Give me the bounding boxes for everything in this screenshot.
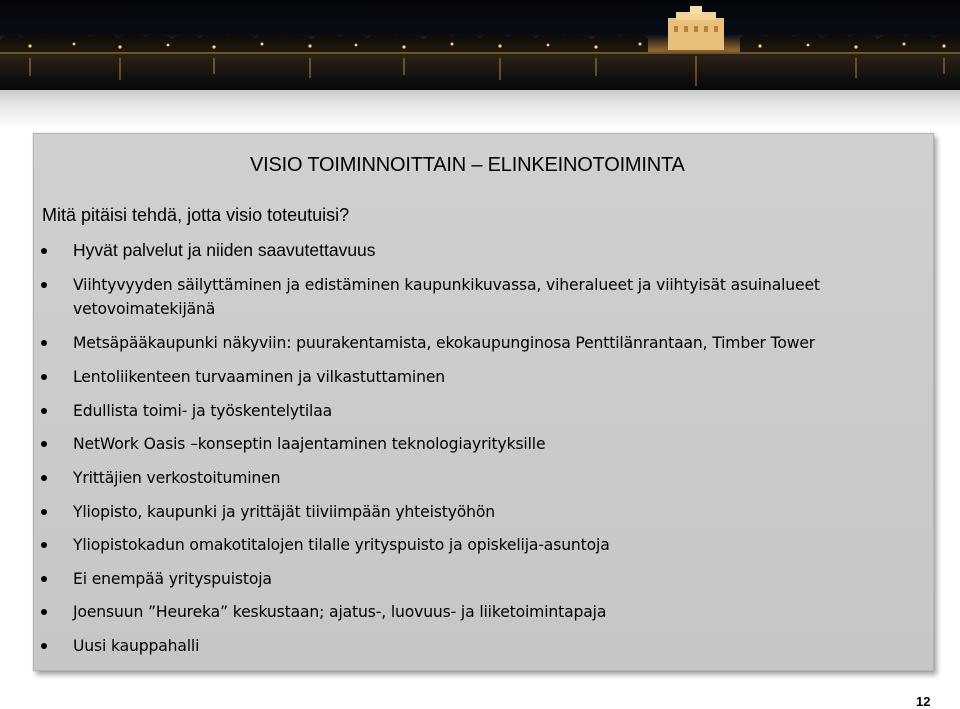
bullet-icon xyxy=(41,248,47,254)
list-item: Hyvät palvelut ja niiden saavutettavuus xyxy=(73,240,376,260)
bullet-icon xyxy=(41,542,47,548)
list-item: Edullista toimi- ja työskentelytilaa xyxy=(73,402,333,420)
list-item: NetWork Oasis –konseptin laajentaminen teknologiayrityksille xyxy=(73,435,546,453)
page-number: 12 xyxy=(916,694,931,709)
list-item: Uusi kauppahalli xyxy=(73,637,200,655)
list-item: Yliopistokadun omakotitalojen tilalle yrityspuisto ja opiskelija-asuntoja xyxy=(73,536,610,554)
bullet-icon xyxy=(41,408,47,414)
bullet-icon xyxy=(41,374,47,380)
list-item: Yliopisto, kaupunki ja yrittäjät tiiviimpään yhteistyöhön xyxy=(73,503,496,521)
slide-title: VISIO TOIMINNOITTAIN – ELINKEINOTOIMINTA xyxy=(250,154,685,176)
list-item: Yrittäjien verkostoituminen xyxy=(73,469,281,487)
banner-fade xyxy=(0,90,960,130)
bullet-icon xyxy=(41,576,47,582)
bullet-icon xyxy=(41,475,47,481)
bullet-icon xyxy=(41,340,47,346)
list-item: Ei enempää yrityspuistoja xyxy=(73,570,272,588)
bullet-icon xyxy=(41,441,47,447)
list-item: Metsäpääkaupunki näkyviin: puurakentamista, ekokaupunginosa Penttilänrantaan, Timber Tower xyxy=(73,334,816,352)
bullet-icon xyxy=(41,282,47,288)
lead-question: Mitä pitäisi tehdä, jotta visio toteutuisi? xyxy=(42,205,350,225)
list-item: Lentoliikenteen turvaaminen ja vilkastuttaminen xyxy=(73,368,446,386)
bullet-icon xyxy=(41,609,47,615)
bullet-icon xyxy=(41,509,47,515)
list-item: Viihtyvyyden säilyttäminen ja edistäminen kaupunkikuvassa, viheralueet ja viihtyisät asuinalueet vetovoimatekijänä xyxy=(73,276,820,318)
header-banner-photo xyxy=(0,0,960,90)
night-skyline-image xyxy=(0,0,960,90)
list-item: Joensuun ”Heureka” keskustaan; ajatus-, luovuus- ja liiketoimintapaja xyxy=(73,603,607,621)
bullet-icon xyxy=(41,643,47,649)
